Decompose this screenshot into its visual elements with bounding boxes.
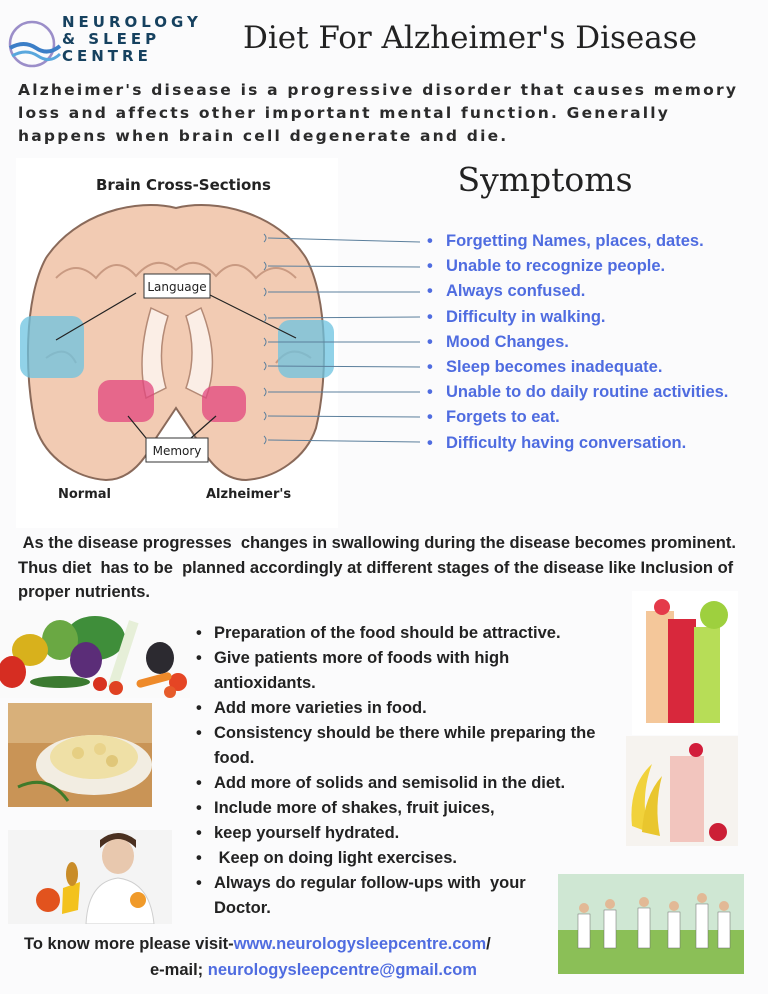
symptom-item: • Forgets to eat. <box>426 405 728 430</box>
memory-label: Memory <box>152 444 202 458</box>
logo-line-3: CENTRE <box>62 47 152 65</box>
symptom-item: • Always confused. <box>426 279 728 304</box>
visit-prefix: To know more please visit- <box>24 935 234 953</box>
progression-paragraph: As the disease progresses changes in swallowing during the disease becomes prominent. Thus diet has to be planned accordingly at different stages of the disease like Inclusion of proper nutrients. <box>18 534 746 601</box>
email-link[interactable]: neurologysleepcentre@gmail.com <box>207 961 477 979</box>
symptom-item: • Mood Changes. <box>426 330 728 355</box>
diet-tip-item: • Add more varieties in food. <box>196 696 606 721</box>
banana-shake-photo <box>626 736 738 846</box>
logo-line-2: & SLEEP <box>62 30 161 48</box>
symptoms-list <box>426 229 728 456</box>
diet-tip-item: • Give patients more of foods with high antioxidants. <box>196 646 544 696</box>
footer-visit-line <box>24 935 491 954</box>
alzheimers-label: Alzheimer's <box>206 487 292 502</box>
diet-tip-item: • Always do regular follow-ups with your Doctor. <box>196 871 554 921</box>
diet-tips-list <box>196 621 606 921</box>
symptoms-title: Symptoms <box>457 160 633 199</box>
diet-tip-item: • Add more of solids and semisolid in the diet. <box>196 771 606 796</box>
symptom-item: • Unable to recognize people. <box>426 254 728 279</box>
symptom-item: • Sleep becomes inadequate. <box>426 355 728 380</box>
diet-tip-item: • Include more of shakes, fruit juices, <box>196 796 606 821</box>
symptom-item: • Difficulty in walking. <box>426 305 728 330</box>
footer-email-line <box>150 961 477 980</box>
website-link[interactable]: www.neurologysleepcentre.com <box>233 935 487 953</box>
normal-label: Normal <box>58 487 111 502</box>
symptom-connector-lines <box>260 230 430 455</box>
vegetables-photo <box>0 610 190 698</box>
symptom-item: • Difficulty having conversation. <box>426 431 728 456</box>
visit-suffix: / <box>486 935 491 953</box>
symptom-item: • Unable to do daily routine activities. <box>426 380 728 405</box>
logo-line-1: NEUROLOGY <box>62 13 202 31</box>
symptom-item: • Forgetting Names, places, dates. <box>426 229 728 254</box>
pasta-dish-photo <box>8 703 152 807</box>
brand-logo <box>6 13 202 74</box>
email-prefix: e-mail; <box>150 961 208 979</box>
language-label: Language <box>147 280 207 294</box>
diet-tip-item: • Keep on doing light exercises. <box>196 846 606 871</box>
juice-glasses-photo <box>632 591 738 735</box>
logo-swoosh-icon <box>6 14 62 74</box>
diet-tip-item: • Preparation of the food should be attractive. <box>196 621 606 646</box>
doctor-with-fruit-photo <box>8 830 172 924</box>
intro-paragraph: Alzheimer's disease is a progressive disorder that causes memory loss and affects other important mental function. Generally happens when brain cell degenerate and die. <box>18 81 739 145</box>
page-title: Diet For Alzheimer's Disease <box>242 20 698 56</box>
diet-tip-item: • keep yourself hydrated. <box>196 821 606 846</box>
brain-figure-heading: Brain Cross-Sections <box>96 176 271 194</box>
diet-tip-item: • Consistency should be there while preparing the food. <box>196 721 614 771</box>
